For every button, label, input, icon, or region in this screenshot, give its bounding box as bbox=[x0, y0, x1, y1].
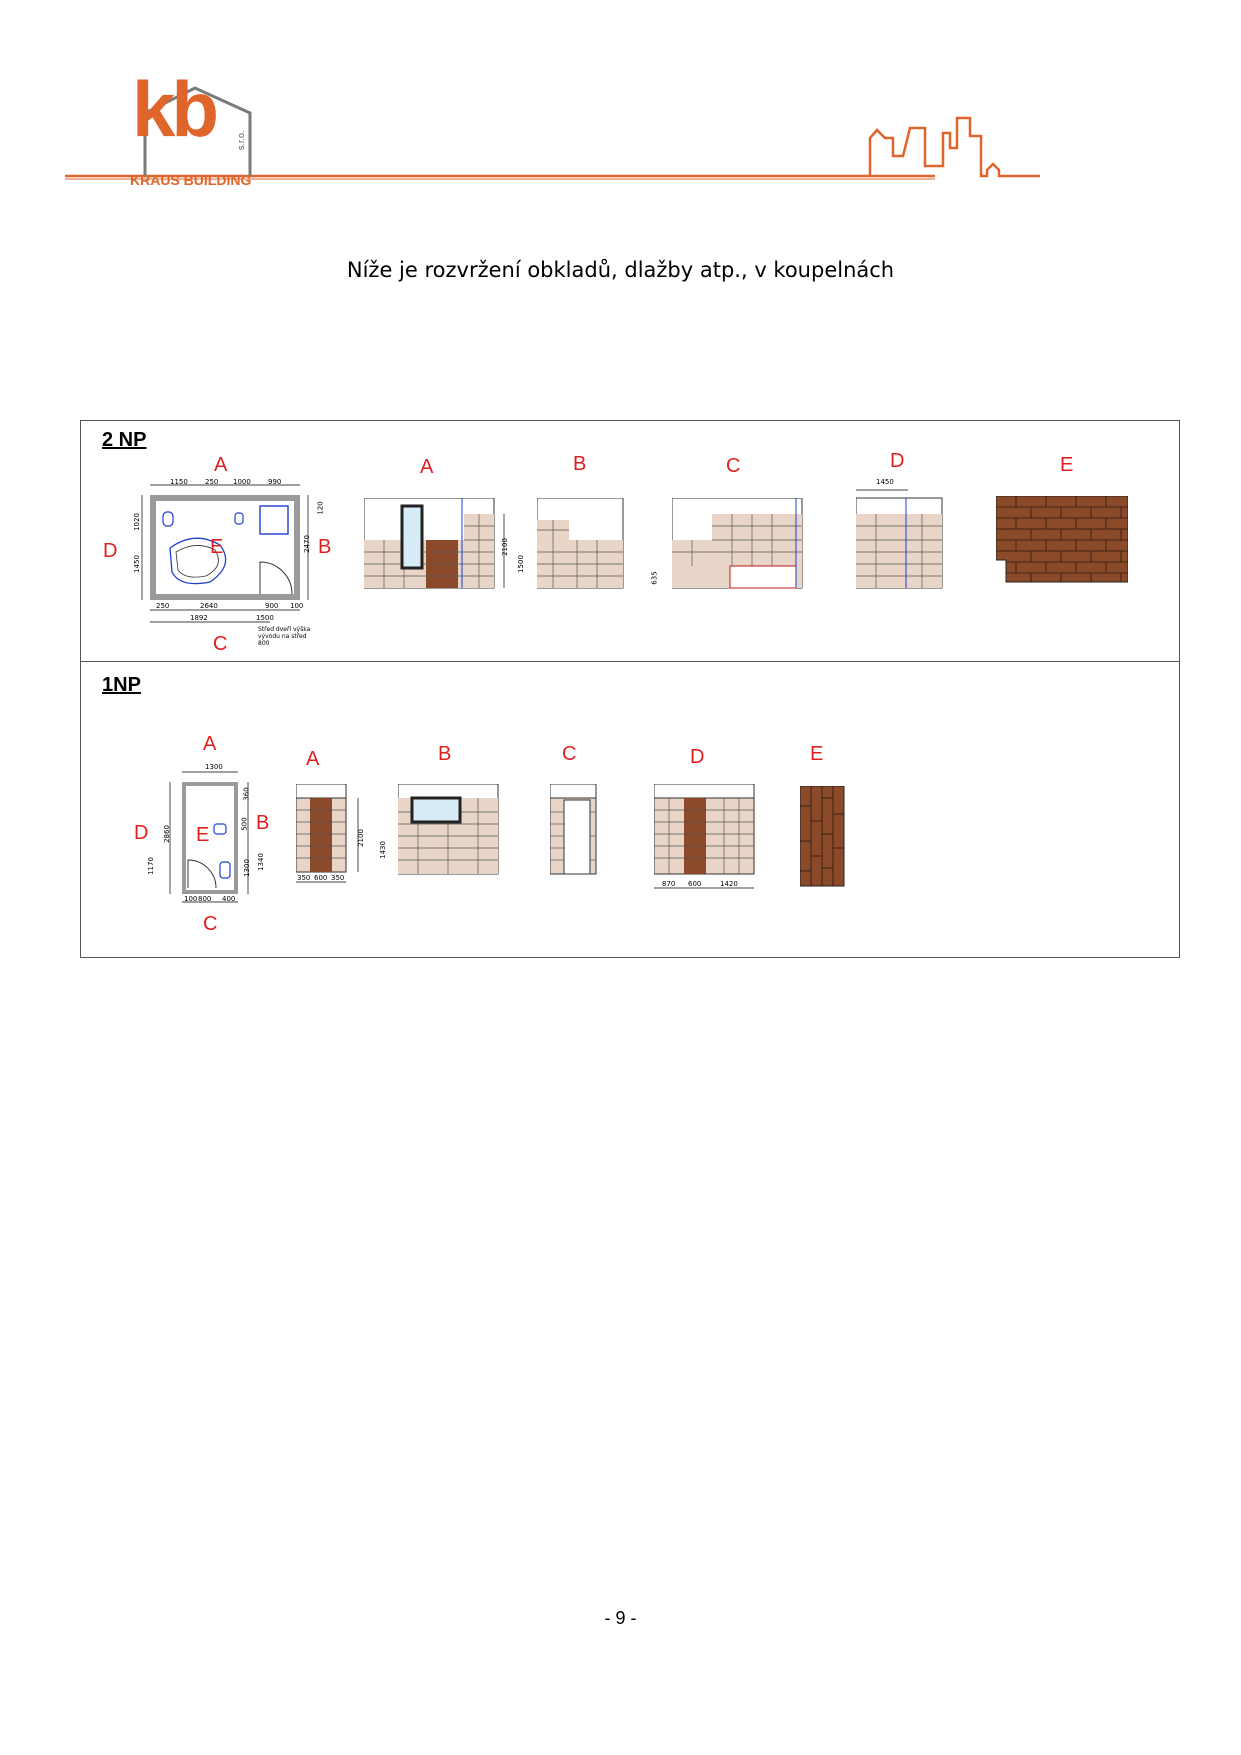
elev-2np-label-c: C bbox=[726, 455, 741, 477]
elevation-2np-b bbox=[537, 498, 629, 590]
plan-note: Střed dveří výška vývodu na střed 800 bbox=[258, 626, 311, 647]
panel-divider bbox=[80, 661, 1180, 662]
dim-2860: 2860 bbox=[162, 825, 171, 843]
elev-1np-a-dim-350a: 350 bbox=[297, 874, 311, 882]
elev-2np-label-d: D bbox=[890, 450, 905, 472]
plan-1np-label-d: D bbox=[134, 822, 149, 844]
elevation-2np-a bbox=[364, 498, 514, 590]
plan-2np-label-e: E bbox=[210, 536, 224, 558]
page-number: - 9 - bbox=[604, 1608, 637, 1628]
floor-tiling-2np-e bbox=[996, 496, 1128, 584]
elevation-2np-d bbox=[856, 488, 952, 590]
elev-2np-d-width: 1450 bbox=[876, 478, 894, 486]
dim-360: 360 bbox=[242, 787, 251, 801]
elev-2np-label-e: E bbox=[1060, 454, 1074, 476]
plan-2np-label-c: C bbox=[213, 633, 228, 655]
dim-1020: 1020 bbox=[132, 513, 141, 531]
floor-plan-1np bbox=[140, 760, 280, 910]
elev-1np-label-c: C bbox=[562, 743, 577, 765]
floor-label-2np: 2 NP bbox=[102, 429, 147, 451]
logo-letters: kb bbox=[132, 65, 216, 153]
floor-tiling-1np-e bbox=[800, 786, 846, 888]
dim-500: 500 bbox=[240, 817, 249, 831]
elev-1np-label-e: E bbox=[810, 743, 824, 765]
dim-1892: 1892 bbox=[190, 614, 208, 622]
plan-2np-label-a: A bbox=[214, 454, 228, 476]
elev-1np-label-b: B bbox=[438, 743, 452, 765]
logo-suffix: s.r.o. bbox=[236, 130, 246, 150]
elev-2np-a-height: 2100 bbox=[500, 538, 509, 556]
elev-2np-b-height: 1500 bbox=[516, 555, 525, 573]
elev-2np-c-height: 635 bbox=[650, 571, 659, 585]
elev-1np-d-dim-1420: 1420 bbox=[720, 880, 738, 888]
logo-company-name: KRAUS BUILDING bbox=[130, 172, 252, 188]
dim-1300-top: 1300 bbox=[205, 763, 223, 771]
dim-100-1np: 100 bbox=[184, 895, 198, 903]
plan-1np-label-b: B bbox=[256, 812, 270, 834]
elevation-1np-c bbox=[550, 784, 598, 876]
plan-1np-label-e: E bbox=[196, 824, 210, 846]
elev-1np-label-d: D bbox=[690, 746, 705, 768]
elev-1np-d-dim-870: 870 bbox=[662, 880, 676, 888]
dim-1340: 1340 bbox=[256, 853, 265, 871]
dim-250: 250 bbox=[205, 478, 219, 486]
elevation-2np-c bbox=[672, 498, 804, 590]
plan-1np-label-c: C bbox=[203, 913, 218, 935]
dim-400: 400 bbox=[222, 895, 236, 903]
dim-1170: 1170 bbox=[146, 857, 155, 875]
floor-label-1np: 1NP bbox=[102, 674, 141, 696]
plan-1np-label-a: A bbox=[203, 733, 217, 755]
elev-1np-label-a: A bbox=[306, 748, 320, 770]
page-heading: Níže je rozvržení obkladů, dlažby atp., v koupelnách bbox=[346, 258, 895, 282]
dim-2470: 2470 bbox=[302, 535, 311, 553]
dim-100: 100 bbox=[290, 602, 304, 610]
elev-2np-label-a: A bbox=[420, 456, 434, 478]
dim-1500: 1500 bbox=[256, 614, 274, 622]
elev-1np-a-dim-350b: 350 bbox=[331, 874, 345, 882]
dim-1150: 1150 bbox=[170, 478, 188, 486]
dim-250b: 250 bbox=[156, 602, 170, 610]
dim-120: 120 bbox=[316, 501, 325, 515]
dim-1450: 1450 bbox=[132, 555, 141, 573]
dim-900: 900 bbox=[265, 602, 279, 610]
elev-1np-a-dim-600: 600 bbox=[314, 874, 328, 882]
elev-2np-label-b: B bbox=[573, 453, 587, 475]
floor-plan-2np bbox=[140, 470, 340, 640]
elevation-1np-b bbox=[398, 784, 500, 876]
dim-1000: 1000 bbox=[233, 478, 251, 486]
elev-1np-a-height: 2100 bbox=[356, 829, 365, 847]
dim-2640: 2640 bbox=[200, 602, 218, 610]
plan-2np-label-b: B bbox=[318, 536, 332, 558]
dim-1300-side: 1300 bbox=[242, 859, 251, 877]
elev-1np-b-height: 1430 bbox=[378, 841, 387, 859]
plan-2np-label-d: D bbox=[103, 540, 118, 562]
elev-1np-d-dim-600: 600 bbox=[688, 880, 702, 888]
dim-990: 990 bbox=[268, 478, 282, 486]
dim-800: 800 bbox=[198, 895, 212, 903]
